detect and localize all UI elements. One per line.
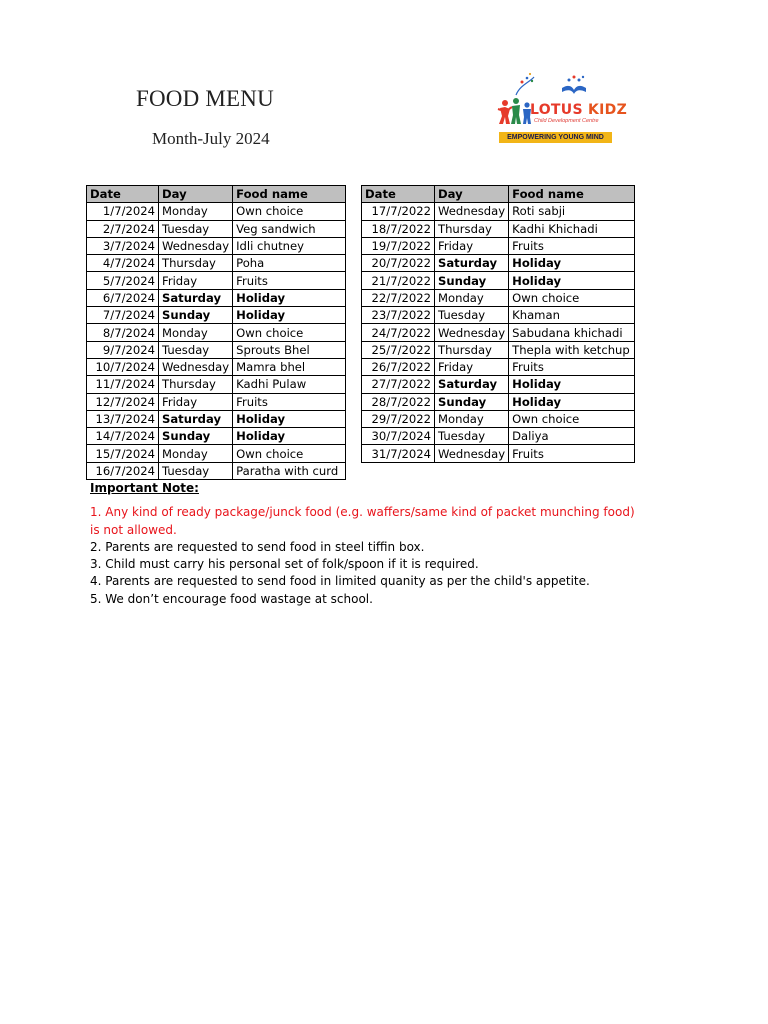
date-cell: 27/7/2022	[362, 376, 435, 393]
day-cell: Monday	[435, 289, 509, 306]
food-cell: Own choice	[233, 203, 346, 220]
date-cell: 29/7/2022	[362, 410, 435, 427]
food-cell: Holiday	[509, 255, 635, 272]
day-cell: Friday	[435, 237, 509, 254]
table-row	[362, 341, 635, 358]
table-row	[362, 428, 635, 445]
note-item: 5. We don’t encourage food wastage at school.	[90, 591, 373, 606]
table-row	[362, 203, 635, 220]
date-cell: 28/7/2022	[362, 393, 435, 410]
food-cell: Poha	[233, 255, 346, 272]
note-item: 2. Parents are requested to send food in steel tiffin box.	[90, 539, 425, 554]
date-cell: 6/7/2024	[87, 289, 159, 306]
date-cell: 25/7/2022	[362, 341, 435, 358]
table-row	[87, 376, 346, 393]
date-cell: 5/7/2024	[87, 272, 159, 289]
logo-brand-text: LOTUS KIDZ	[530, 102, 628, 118]
food-cell: Thepla with ketchup	[509, 341, 635, 358]
table-row	[362, 220, 635, 237]
day-cell: Sunday	[159, 307, 233, 324]
food-cell: Fruits	[509, 237, 635, 254]
date-cell: 19/7/2022	[362, 237, 435, 254]
food-cell: Holiday	[233, 428, 346, 445]
day-cell: Saturday	[435, 255, 509, 272]
important-notes	[90, 480, 635, 608]
day-cell: Friday	[159, 393, 233, 410]
table-row	[362, 324, 635, 341]
day-cell: Tuesday	[435, 307, 509, 324]
table-row	[87, 462, 346, 479]
page-subtitle: Month-July 2024	[152, 129, 270, 148]
table-row	[87, 358, 346, 375]
note-item: 1. Any kind of ready package/junck food (e.g. waffers/same kind of packet munching food) is not allowed.	[90, 505, 635, 537]
food-cell: Holiday	[509, 376, 635, 393]
date-cell: 15/7/2024	[87, 445, 159, 462]
table-row	[362, 237, 635, 254]
food-cell: Kadhi Khichadi	[509, 220, 635, 237]
table-row	[87, 307, 346, 324]
lotus-kidz-logo	[496, 72, 628, 146]
table-row	[362, 358, 635, 375]
day-cell: Monday	[159, 324, 233, 341]
date-cell: 18/7/2022	[362, 220, 435, 237]
notes-list	[90, 504, 635, 608]
food-cell: Own choice	[509, 410, 635, 427]
food-cell: Sabudana khichadi	[509, 324, 635, 341]
table-row	[362, 376, 635, 393]
day-cell: Wednesday	[159, 358, 233, 375]
date-cell: 30/7/2024	[362, 428, 435, 445]
food-cell: Holiday	[509, 393, 635, 410]
day-cell: Monday	[159, 445, 233, 462]
date-cell: 9/7/2024	[87, 341, 159, 358]
table-row	[87, 203, 346, 220]
food-cell: Idli chutney	[233, 237, 346, 254]
table-row	[362, 307, 635, 324]
day-cell: Sunday	[435, 393, 509, 410]
day-cell: Friday	[435, 358, 509, 375]
day-cell: Thursday	[159, 376, 233, 393]
date-cell: 2/7/2024	[87, 220, 159, 237]
day-cell: Saturday	[159, 410, 233, 427]
day-cell: Thursday	[435, 341, 509, 358]
note-item: 3. Child must carry his personal set of folk/spoon if it is required.	[90, 557, 479, 572]
column-header-day: Day	[435, 186, 509, 203]
date-cell: 21/7/2022	[362, 272, 435, 289]
food-cell: Mamra bhel	[233, 358, 346, 375]
day-cell: Sunday	[159, 428, 233, 445]
date-cell: 16/7/2024	[87, 462, 159, 479]
table-row	[362, 272, 635, 289]
food-cell: Own choice	[233, 445, 346, 462]
food-cell: Fruits	[509, 445, 635, 462]
date-cell: 31/7/2024	[362, 445, 435, 462]
column-header-day: Day	[159, 186, 233, 203]
column-header-date: Date	[362, 186, 435, 203]
food-cell: Holiday	[509, 272, 635, 289]
logo-tagline: Child Development Centre	[534, 118, 599, 124]
date-cell: 20/7/2022	[362, 255, 435, 272]
food-cell: Khaman	[509, 307, 635, 324]
table-header-row	[87, 186, 346, 203]
date-cell: 22/7/2022	[362, 289, 435, 306]
food-cell: Daliya	[509, 428, 635, 445]
food-cell: Own choice	[509, 289, 635, 306]
food-cell: Paratha with curd	[233, 462, 346, 479]
food-cell: Roti sabji	[509, 203, 635, 220]
table-row	[362, 255, 635, 272]
day-cell: Wednesday	[435, 324, 509, 341]
table-row	[87, 341, 346, 358]
day-cell: Thursday	[435, 220, 509, 237]
table-row	[87, 220, 346, 237]
day-cell: Saturday	[159, 289, 233, 306]
day-cell: Wednesday	[435, 203, 509, 220]
date-cell: 4/7/2024	[87, 255, 159, 272]
table-row	[87, 289, 346, 306]
menu-table-right	[361, 185, 635, 463]
food-cell: Kadhi Pulaw	[233, 376, 346, 393]
day-cell: Wednesday	[159, 237, 233, 254]
food-cell: Own choice	[233, 324, 346, 341]
table-row	[87, 428, 346, 445]
date-cell: 23/7/2022	[362, 307, 435, 324]
table-row	[87, 410, 346, 427]
food-cell: Holiday	[233, 289, 346, 306]
column-header-food: Food name	[233, 186, 346, 203]
date-cell: 8/7/2024	[87, 324, 159, 341]
date-cell: 24/7/2022	[362, 324, 435, 341]
day-cell: Tuesday	[435, 428, 509, 445]
food-cell: Holiday	[233, 307, 346, 324]
column-header-date: Date	[87, 186, 159, 203]
food-cell: Holiday	[233, 410, 346, 427]
column-header-food: Food name	[509, 186, 635, 203]
logo-banner: EMPOWERING YOUNG MIND	[499, 132, 612, 143]
day-cell: Wednesday	[435, 445, 509, 462]
table-row	[87, 393, 346, 410]
date-cell: 14/7/2024	[87, 428, 159, 445]
table-row	[362, 393, 635, 410]
food-cell: Sprouts Bhel	[233, 341, 346, 358]
date-cell: 11/7/2024	[87, 376, 159, 393]
food-cell: Fruits	[233, 393, 346, 410]
day-cell: Friday	[159, 272, 233, 289]
table-row	[362, 445, 635, 462]
day-cell: Thursday	[159, 255, 233, 272]
note-item: 4. Parents are requested to send food in limited quanity as per the child's appetite.	[90, 574, 590, 589]
date-cell: 12/7/2024	[87, 393, 159, 410]
date-cell: 10/7/2024	[87, 358, 159, 375]
open-book-icon	[560, 74, 588, 96]
day-cell: Saturday	[435, 376, 509, 393]
table-row	[87, 445, 346, 462]
date-cell: 3/7/2024	[87, 237, 159, 254]
date-cell: 7/7/2024	[87, 307, 159, 324]
table-row	[87, 237, 346, 254]
day-cell: Tuesday	[159, 462, 233, 479]
table-row	[362, 410, 635, 427]
day-cell: Monday	[159, 203, 233, 220]
date-cell: 26/7/2022	[362, 358, 435, 375]
food-cell: Veg sandwich	[233, 220, 346, 237]
day-cell: Sunday	[435, 272, 509, 289]
menu-table-left	[86, 185, 346, 480]
day-cell: Tuesday	[159, 341, 233, 358]
date-cell: 1/7/2024	[87, 203, 159, 220]
logo-figures-icon	[496, 72, 536, 130]
food-cell: Fruits	[509, 358, 635, 375]
table-row	[87, 255, 346, 272]
date-cell: 17/7/2022	[362, 203, 435, 220]
table-row	[87, 324, 346, 341]
table-row	[362, 289, 635, 306]
page-title: FOOD MENU	[136, 86, 274, 111]
food-cell: Fruits	[233, 272, 346, 289]
notes-heading: Important Note:	[90, 481, 199, 495]
date-cell: 13/7/2024	[87, 410, 159, 427]
table-row	[87, 272, 346, 289]
table-header-row	[362, 186, 635, 203]
day-cell: Tuesday	[159, 220, 233, 237]
day-cell: Monday	[435, 410, 509, 427]
